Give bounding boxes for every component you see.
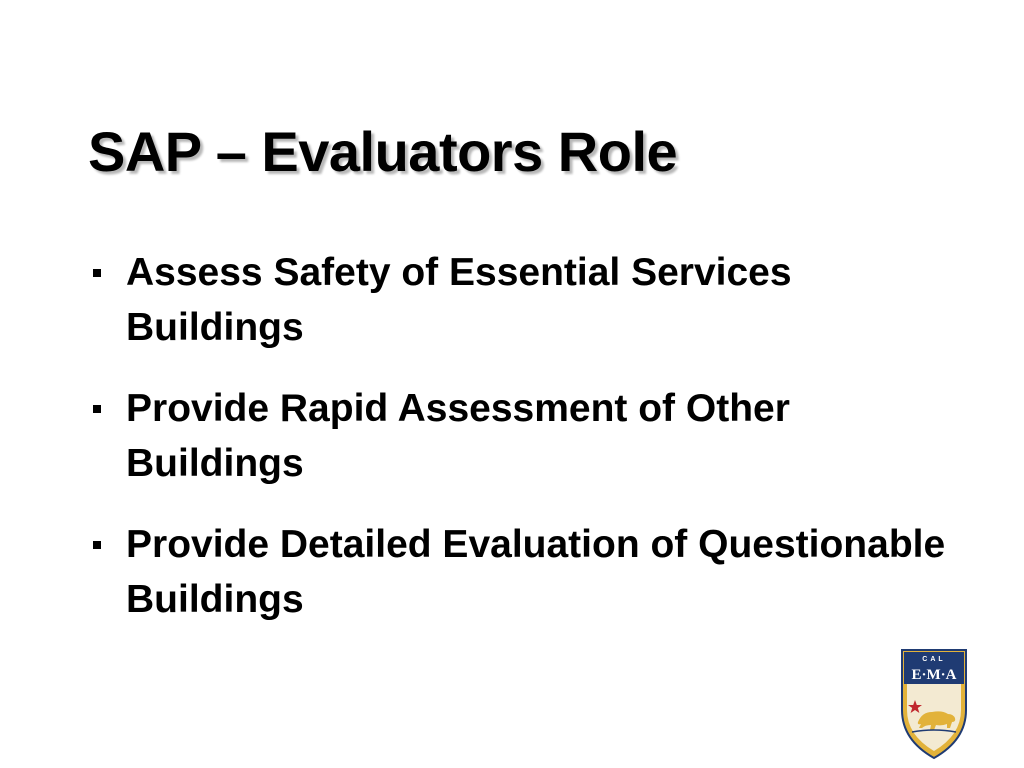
bullet-item xyxy=(88,245,948,355)
logo-top-text: CAL xyxy=(922,656,946,663)
bullet-text: Provide Detailed Evaluation of Questionable Buildings xyxy=(126,523,946,621)
bullet-item xyxy=(88,517,948,627)
cal-ema-logo xyxy=(898,648,970,760)
slide-title: SAP – Evaluators Role xyxy=(88,120,678,183)
bullet-list xyxy=(88,245,948,653)
square-bullet-icon xyxy=(93,269,101,277)
bullet-item xyxy=(88,381,948,491)
square-bullet-icon xyxy=(93,405,101,413)
square-bullet-icon xyxy=(93,541,101,549)
bullet-text: Provide Rapid Assessment of Other Buildings xyxy=(126,387,790,485)
logo-main-text: E·M·A xyxy=(911,667,957,683)
bullet-text: Assess Safety of Essential Services Buildings xyxy=(126,251,792,349)
